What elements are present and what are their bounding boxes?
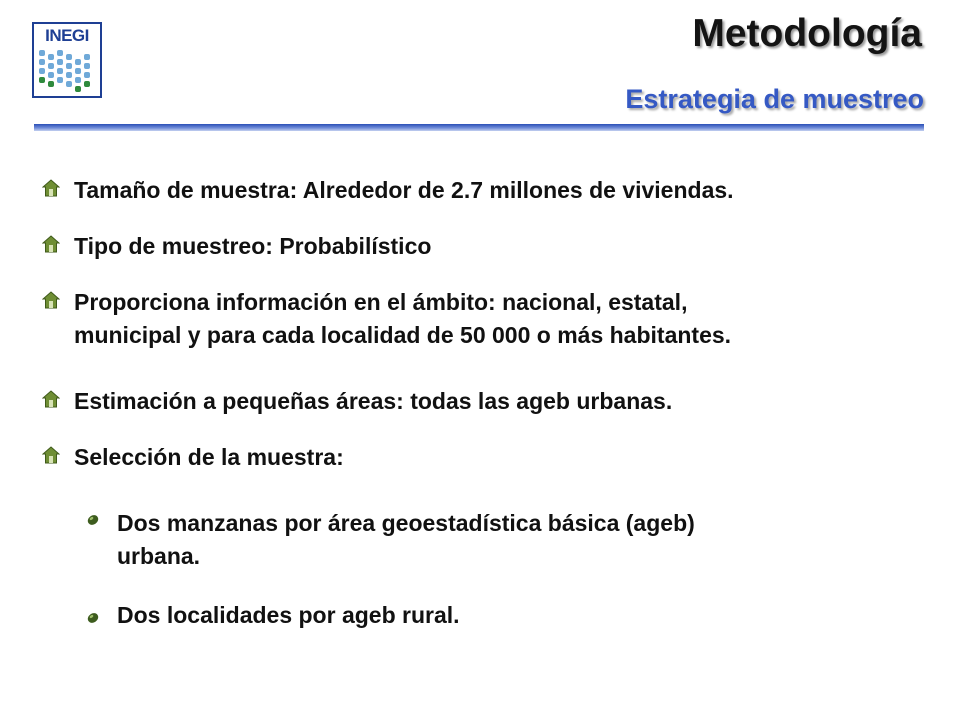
bullet-text-coverage [74,286,731,352]
sub-bullet-text-blocks [117,507,695,573]
bullet-line: Tamaño de muestra: Alrededor de 2.7 millones de viviendas. [74,177,734,203]
house-bullet-icon [42,446,60,464]
bullet-line: Selección de la muestra: [74,444,344,470]
bullet-text-sample-size [74,174,734,207]
leaf-bullet-icon [86,611,100,625]
page-title: Metodología [692,12,922,55]
logo-text: INEGI [45,26,89,45]
sub-bullet-line: Dos manzanas por área geoestadística básica (ageb) [117,510,695,536]
house-bullet-icon [42,291,60,309]
sub-bullet-line: Dos localidades por ageb rural. [117,602,460,628]
leaf-bullet-icon [86,513,100,527]
sub-bullet-text-localities [117,599,460,632]
bullet-line: municipal y para cada localidad de 50 000 o más habitantes. [74,322,732,348]
logo-dots-icon [34,24,100,96]
bullet-text-small-areas [74,385,672,418]
sub-bullet-line: urbana. [117,543,201,569]
bullet-line: Estimación a pequeñas áreas: todas las ageb urbanas. [74,388,673,414]
bullet-line: Tipo de muestreo: Probabilístico [74,233,432,259]
bullet-line: Proporciona información en el ámbito: nacional, estatal, [74,289,688,315]
page-subtitle: Estrategia de muestreo [625,84,924,114]
bullet-text-sampling-type [74,230,431,263]
house-bullet-icon [42,390,60,408]
header-divider [34,124,924,131]
inegi-logo [32,22,102,98]
bullet-text-sample-selection [74,441,344,474]
house-bullet-icon [42,179,60,197]
house-bullet-icon [42,235,60,253]
